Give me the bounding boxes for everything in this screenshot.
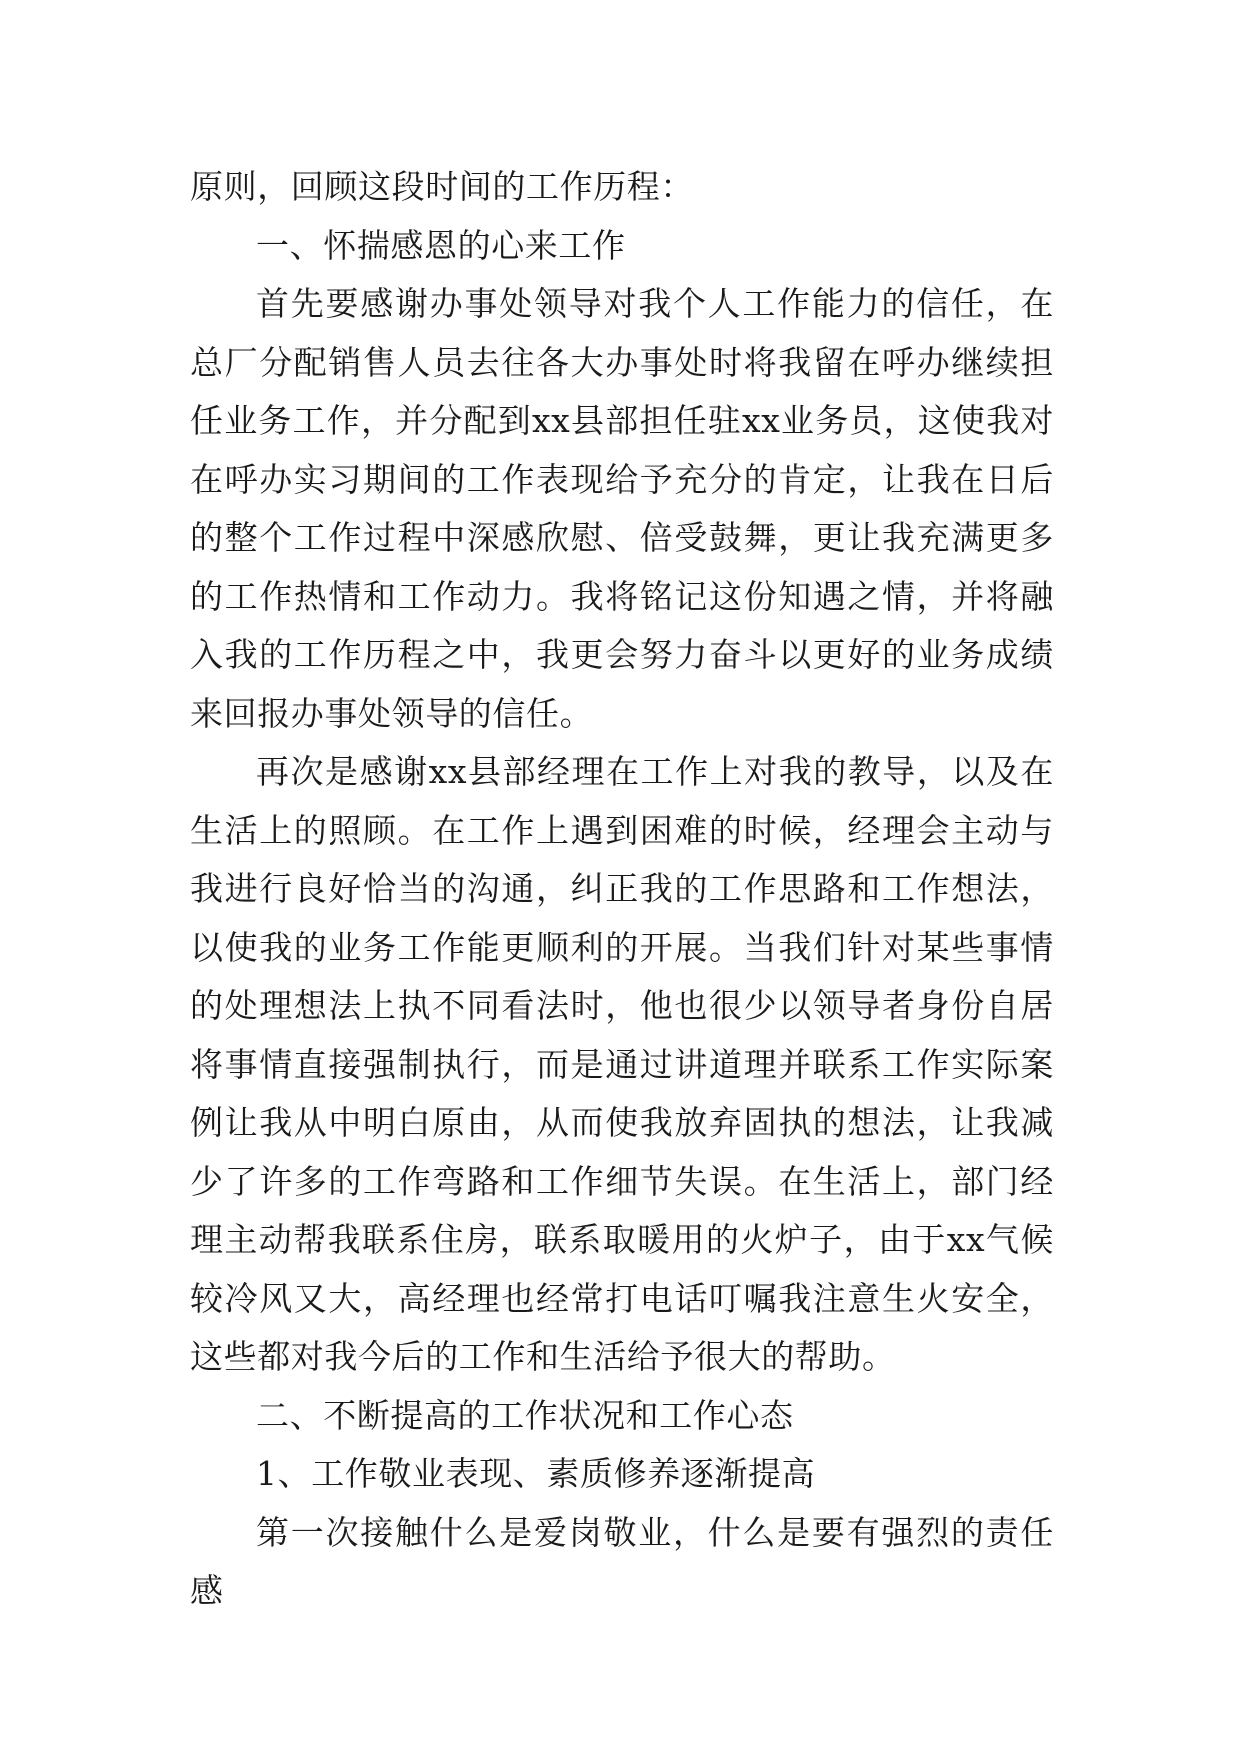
section-heading-gratitude: 一、怀揣感恩的心来工作 <box>256 225 626 265</box>
paragraph-intro: 原则，回顾这段时间的工作历程： <box>190 167 694 206</box>
section-heading-improvement: 二、不断提高的工作状况和工作心态 <box>256 1395 794 1435</box>
subsection-heading-dedication: 1、工作敬业表现、素质修养逐渐提高 <box>256 1454 816 1493</box>
paragraph-first-contact: 第一次接触什么是爱岗敬业，什么是要有强烈的责任感 <box>190 1512 1054 1610</box>
document-body <box>190 158 1054 1621</box>
paragraph-thanks-office-leaders: 首先要感谢办事处领导对我个人工作能力的信任，在总厂分配销售人员去往各大办事处时将我留在呼办继续担任业务工作，并分配到xx县部担任驻xx业务员，这使我对在呼办实习期间的工作表现给予充分的肯定，让我在日后的整个工作过程中深感欣慰、倍受鼓舞，更让我充满更多的工作热情和工作动力。我将铭记这份知遇之情，并将融入我的工作历程之中，我更会努力奋斗以更好的业务成绩来回报办事处领导的信任。 <box>190 284 1054 733</box>
paragraph-thanks-county-manager: 再次是感谢xx县部经理在工作上对我的教导，以及在生活上的照顾。在工作上遇到困难的时候，经理会主动与我进行良好恰当的沟通，纠正我的工作思路和工作想法，以使我的业务工作能更顺利的开展。当我们针对某些事情的处理想法上执不同看法时，他也很少以领导者身份自居将事情直接强制执行，而是通过讲道理并联系工作实际案例让我从中明白原由，从而使我放弃固执的想法，让我减少了许多的工作弯路和工作细节失误。在生活上，部门经理主动帮我联系住房，联系取暖用的火炉子，由于xx气候较冷风又大，高经理也经常打电话叮嘱我注意生火安全，这些都对我今后的工作和生活给予很大的帮助。 <box>190 752 1054 1376</box>
